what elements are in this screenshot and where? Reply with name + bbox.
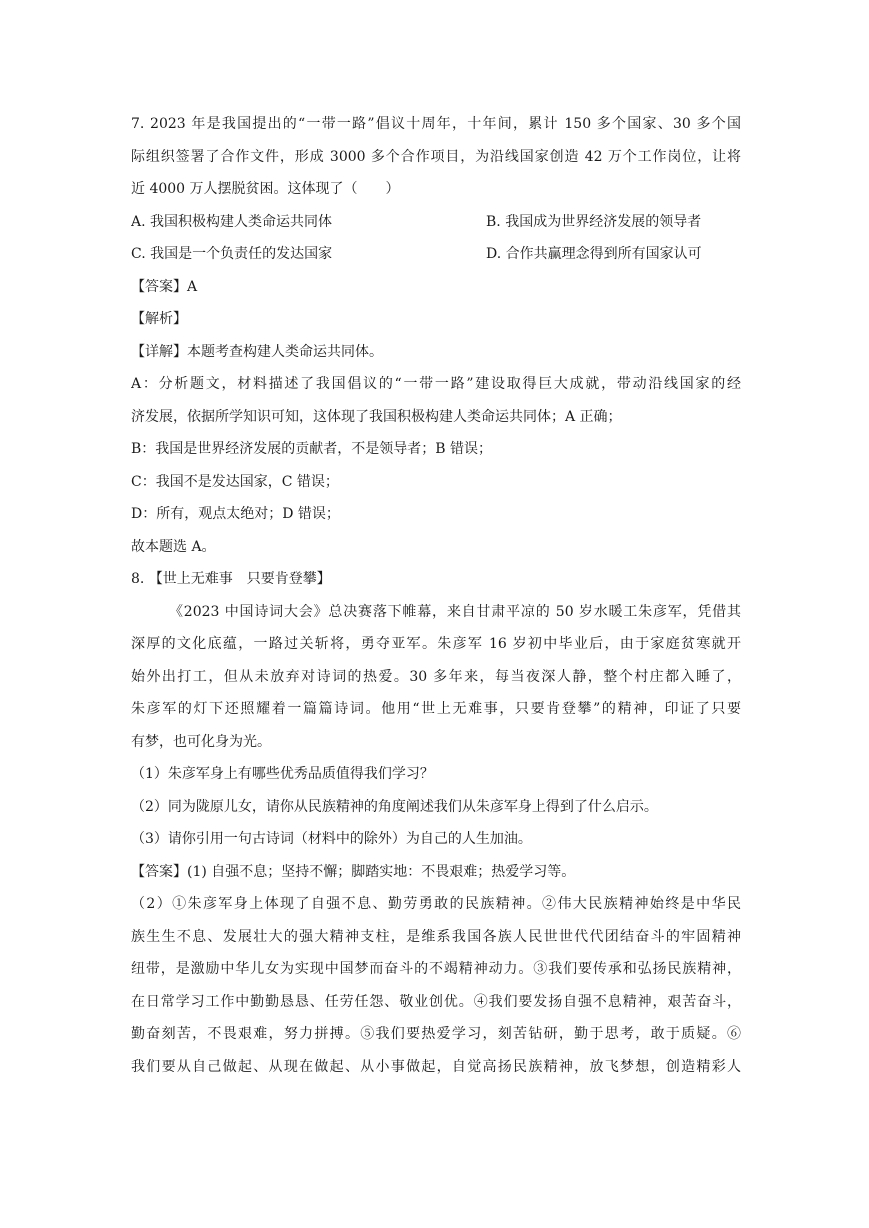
q8-question-3: （3）请你引用一句古诗词（材料中的除外）为自己的人生加油。 xyxy=(131,831,532,847)
q7-option-a: A. 我国积极构建人类命运共同体 xyxy=(131,213,333,230)
q8-answer-line-5: 在日常学习工作中勤勤恳恳、任劳任怨、敬业创优。④我们要发扬自强不息精神，艰苦奋斗， xyxy=(131,993,741,1010)
q8-answer-line-6: 勤奋刻苦，不畏艰难，努力拼搏。⑤我们要热爱学习，刻苦钻研，勤于思考，敢于质疑。⑥ xyxy=(131,1026,741,1042)
q7-detail-line-2: A：分析题文，材料描述了我国倡议的“一带一路”建设取得巨大成就，带动沿线国家的经 xyxy=(131,376,741,392)
q7-option-d: D. 合作共赢理念得到所有国家认可 xyxy=(486,246,702,262)
q7-answer: 【答案】A xyxy=(131,278,198,295)
document-content xyxy=(131,108,741,1083)
question-7 xyxy=(131,108,741,563)
q7-stem-line-1: 7. 2023 年是我国提出的“一带一路”倡议十周年，十年间，累计 150 多个国家、30 多个国 xyxy=(131,116,741,132)
q8-answer-line-4: 纽带，是激励中华儿女为实现中国梦而奋斗的不竭精神动力。③我们要传承和弘扬民族精神， xyxy=(131,961,741,977)
q7-stem-line-2: 际组织签署了合作文件，形成 3000 多个合作项目，为沿线国家创造 42 万个工作岗位，让将 xyxy=(131,148,741,165)
q7-detail-line-6: D：所有，观点太绝对；D 错误； xyxy=(131,506,340,522)
q8-answer-line-7: 我们要从自己做起、从现在做起、从小事做起，自觉高扬民族精神，放飞梦想，创造精彩人 xyxy=(131,1058,741,1075)
q7-options-row-2 xyxy=(131,238,741,271)
q8-answer-line-2: （2）①朱彦军身上体现了自强不息、勤劳勇敢的民族精神。②伟大民族精神始终是中华民 xyxy=(131,896,741,912)
q8-title: 8. 【世上无难事 只要肯登攀】 xyxy=(131,571,331,587)
question-8 xyxy=(131,563,741,1083)
q8-material-line-5: 有梦，也可化身为光。 xyxy=(131,733,271,750)
q7-detail-line-4: B：我国是世界经济发展的贡献者，不是领导者；B 错误； xyxy=(131,441,493,457)
q7-analysis-label: 【解析】 xyxy=(131,311,187,327)
q7-detail-line-3: 济发展，依据所学知识可知，这体现了我国积极构建人类命运共同体；A 正确； xyxy=(131,408,622,425)
q7-options-row-1 xyxy=(131,206,741,239)
q8-material-line-1: 《2023 中国诗词大会》总决赛落下帷幕，来自甘肃平凉的 50 岁水暖工朱彦军，凭借其 xyxy=(169,603,741,620)
q8-question-1: （1）朱彦军身上有哪些优秀品质值得我们学习？ xyxy=(131,766,434,782)
q7-stem-line-3: 近 4000 万人摆脱贫困。这体现了（ ） xyxy=(131,181,400,197)
q8-material-line-3: 始外出打工，但从未放弃对诗词的热爱。30 多年来，每当夜深人静，整个村庄都入睡了， xyxy=(131,668,741,685)
q8-answer-line-1: 【答案】(1) 自强不息；坚持不懈；脚踏实地：不畏艰难；热爱学习等。 xyxy=(131,863,576,880)
q8-material-line-4: 朱彦军的灯下还照耀着一篇篇诗词。他用“世上无难事，只要肯登攀”的精神，印证了只要 xyxy=(131,701,741,717)
q7-detail-line-1: 【详解】本题考查构建人类命运共同体。 xyxy=(131,343,383,360)
q8-answer-line-3: 族生生不息、发展壮大的强大精神支柱，是维系我国各族人民世世代代团结奋斗的牢固精神 xyxy=(131,928,741,945)
q7-detail-line-7: 故本题选 A。 xyxy=(131,538,216,555)
q7-option-c: C. 我国是一个负责任的发达国家 xyxy=(131,246,333,262)
q8-question-2: （2）同为陇原儿女，请你从民族精神的角度阐述我们从朱彦军身上得到了什么启示。 xyxy=(131,798,658,815)
q7-detail-line-5: C：我国不是发达国家，C 错误； xyxy=(131,473,339,490)
q7-option-b: B. 我国成为世界经济发展的领导者 xyxy=(486,213,702,230)
q8-material-line-2: 深厚的文化底蕴，一路过关斩将，勇夺亚军。朱彦军 16 岁初中毕业后，由于家庭贫寒就开 xyxy=(131,636,741,652)
